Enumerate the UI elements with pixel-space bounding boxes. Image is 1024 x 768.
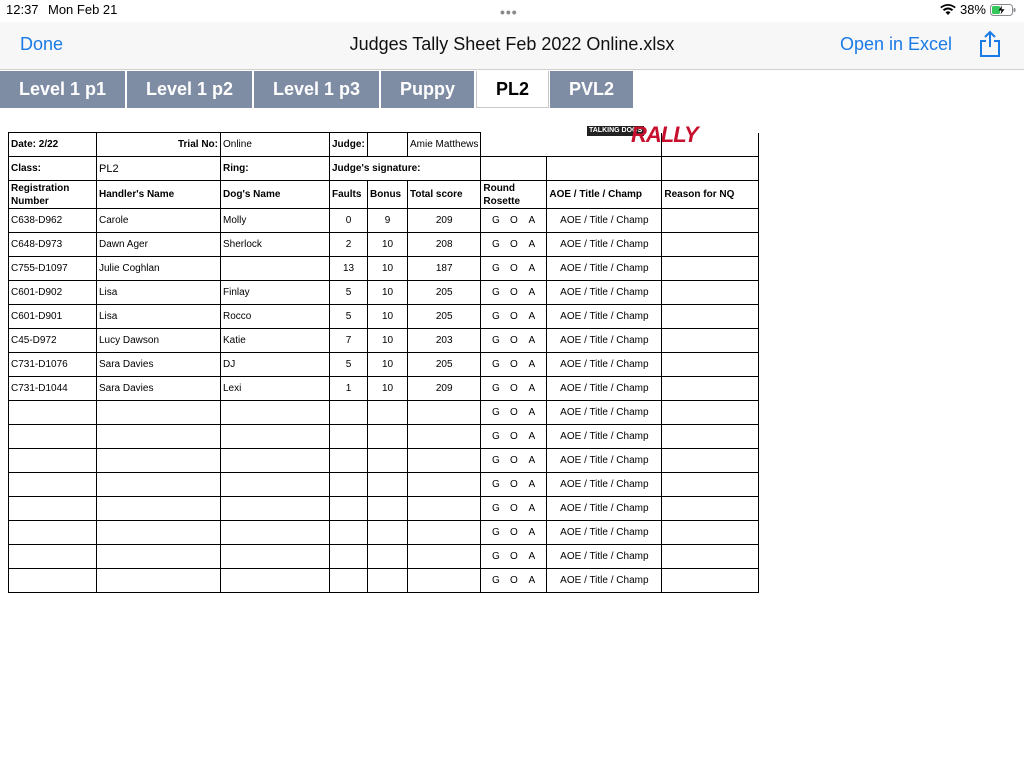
total-score-cell[interactable]: 205: [408, 305, 481, 329]
rosette-option: G: [491, 455, 500, 466]
bonus-cell[interactable]: 10: [368, 233, 408, 257]
blank-cell[interactable]: [547, 157, 662, 181]
rosette-option: G: [491, 383, 500, 394]
table-row: [9, 497, 759, 521]
dog-name-cell[interactable]: [221, 545, 330, 569]
col-aoe[interactable]: AOE / Title / Champ: [547, 181, 662, 209]
faults-cell[interactable]: 5: [330, 305, 368, 329]
rosette-option: O: [509, 335, 518, 346]
battery-charging-icon: [990, 4, 1016, 16]
rosette-option: G: [491, 551, 500, 562]
aoe-cell[interactable]: AOE / Title / Champ: [547, 545, 662, 569]
registration-number-cell[interactable]: [9, 569, 97, 593]
date-cell[interactable]: Date: 2/22: [9, 133, 97, 157]
document-title: Judges Tally Sheet Feb 2022 Online.xlsx: [349, 34, 675, 54]
faults-cell[interactable]: 0: [330, 209, 368, 233]
rosette-option: A: [528, 311, 536, 322]
bonus-cell[interactable]: 9: [368, 209, 408, 233]
col-round-rosette[interactable]: Round Rosette: [481, 181, 547, 209]
col-reason-nq[interactable]: Reason for NQ: [662, 181, 759, 209]
faults-cell[interactable]: 7: [330, 329, 368, 353]
rosette-option: A: [528, 239, 536, 250]
handler-name-cell[interactable]: Lisa: [97, 305, 221, 329]
faults-cell[interactable]: 2: [330, 233, 368, 257]
rosette-option: G: [491, 407, 500, 418]
table-row: [9, 545, 759, 569]
battery-percent: 38%: [959, 2, 986, 17]
total-score-cell[interactable]: 205: [408, 353, 481, 377]
handler-name-cell[interactable]: [97, 473, 221, 497]
status-bar: [0, 0, 1024, 22]
rosette-option: O: [509, 311, 518, 322]
dog-name-cell[interactable]: Molly: [221, 209, 330, 233]
dog-name-cell[interactable]: [221, 569, 330, 593]
dog-name-cell[interactable]: [221, 497, 330, 521]
status-indicators: [940, 2, 1016, 17]
data-rows: [9, 209, 759, 593]
round-rosette-cell[interactable]: [481, 425, 547, 449]
aoe-cell[interactable]: AOE / Title / Champ: [547, 377, 662, 401]
table-row: [9, 209, 759, 233]
handler-name-cell[interactable]: [97, 449, 221, 473]
rosette-option: A: [528, 263, 536, 274]
bonus-cell[interactable]: [368, 449, 408, 473]
logo-rally: RALLY: [631, 122, 698, 147]
dog-name-cell[interactable]: [221, 473, 330, 497]
rosette-option: G: [491, 263, 500, 274]
reason-nq-cell[interactable]: [662, 329, 759, 353]
total-score-cell[interactable]: [408, 473, 481, 497]
aoe-cell[interactable]: AOE / Title / Champ: [547, 281, 662, 305]
table-row: [9, 353, 759, 377]
bonus-cell[interactable]: [368, 401, 408, 425]
aoe-cell[interactable]: AOE / Title / Champ: [547, 521, 662, 545]
rosette-option: G: [491, 239, 500, 250]
wifi-icon: [940, 4, 956, 16]
total-score-cell[interactable]: 209: [408, 209, 481, 233]
aoe-cell[interactable]: AOE / Title / Champ: [547, 569, 662, 593]
rosette-option: O: [509, 263, 518, 274]
reason-nq-cell[interactable]: [662, 305, 759, 329]
judge-label-cell[interactable]: Judge:: [330, 133, 368, 157]
reason-nq-cell[interactable]: [662, 569, 759, 593]
registration-number-cell[interactable]: [9, 497, 97, 521]
faults-cell[interactable]: [330, 401, 368, 425]
faults-cell[interactable]: [330, 449, 368, 473]
bonus-cell[interactable]: 10: [368, 329, 408, 353]
table-row: [9, 401, 759, 425]
rosette-option: O: [509, 407, 518, 418]
share-icon[interactable]: [978, 30, 1002, 58]
reason-nq-cell[interactable]: [662, 473, 759, 497]
handler-name-cell[interactable]: Dawn Ager: [97, 233, 221, 257]
handler-name-cell[interactable]: [97, 569, 221, 593]
reason-nq-cell[interactable]: [662, 497, 759, 521]
registration-number-cell[interactable]: [9, 401, 97, 425]
rosette-option: O: [509, 455, 518, 466]
registration-number-cell[interactable]: [9, 449, 97, 473]
handler-name-cell[interactable]: Carole: [97, 209, 221, 233]
reason-nq-cell[interactable]: [662, 353, 759, 377]
registration-number-cell[interactable]: C601-D902: [9, 281, 97, 305]
faults-cell[interactable]: [330, 497, 368, 521]
round-rosette-cell[interactable]: [481, 473, 547, 497]
table-row: [9, 281, 759, 305]
rosette-option: G: [491, 311, 500, 322]
done-button[interactable]: Done: [20, 34, 64, 54]
aoe-cell[interactable]: AOE / Title / Champ: [547, 233, 662, 257]
table-row: [9, 305, 759, 329]
col-handler-name[interactable]: Handler's Name: [97, 181, 221, 209]
rosette-option: A: [528, 575, 536, 586]
bonus-cell[interactable]: [368, 497, 408, 521]
round-rosette-cell[interactable]: [481, 209, 547, 233]
rosette-option: G: [491, 527, 500, 538]
rosette-option: O: [509, 551, 518, 562]
round-rosette-cell[interactable]: [481, 545, 547, 569]
registration-number-cell[interactable]: [9, 473, 97, 497]
tab-level-1-p2[interactable]: Level 1 p2: [127, 71, 253, 108]
bonus-cell[interactable]: [368, 473, 408, 497]
blank-cell[interactable]: [662, 133, 759, 157]
reason-nq-cell[interactable]: [662, 257, 759, 281]
aoe-cell[interactable]: AOE / Title / Champ: [547, 449, 662, 473]
handler-name-cell[interactable]: [97, 521, 221, 545]
registration-number-cell[interactable]: [9, 545, 97, 569]
bonus-cell[interactable]: [368, 425, 408, 449]
bonus-cell[interactable]: 10: [368, 353, 408, 377]
registration-number-cell[interactable]: C638-D962: [9, 209, 97, 233]
bonus-cell[interactable]: [368, 545, 408, 569]
tab-pl2[interactable]: PL2: [476, 71, 549, 108]
bonus-cell[interactable]: 10: [368, 305, 408, 329]
total-score-cell[interactable]: [408, 401, 481, 425]
column-header-row: [9, 181, 759, 209]
blank-cell[interactable]: [662, 157, 759, 181]
logo-talking-dogs: TALKING DOGS: [589, 127, 643, 134]
handler-name-cell[interactable]: [97, 545, 221, 569]
dog-name-cell[interactable]: Katie: [221, 329, 330, 353]
faults-cell[interactable]: 5: [330, 353, 368, 377]
header-row-date: [9, 133, 759, 157]
round-rosette-cell[interactable]: [481, 257, 547, 281]
spreadsheet-grid[interactable]: [8, 132, 759, 593]
handler-name-cell[interactable]: [97, 401, 221, 425]
round-rosette-cell[interactable]: [481, 449, 547, 473]
dog-name-cell[interactable]: [221, 521, 330, 545]
dog-name-cell[interactable]: [221, 401, 330, 425]
reason-nq-cell[interactable]: [662, 209, 759, 233]
registration-number-cell[interactable]: C45-D972: [9, 329, 97, 353]
tab-puppy[interactable]: Puppy: [381, 71, 475, 108]
col-bonus[interactable]: Bonus: [368, 181, 408, 209]
faults-cell[interactable]: 1: [330, 377, 368, 401]
total-score-cell[interactable]: [408, 545, 481, 569]
rosette-option: O: [509, 575, 518, 586]
status-time: 12:37: [6, 2, 39, 17]
blank-cell[interactable]: [481, 157, 547, 181]
dog-name-cell[interactable]: [221, 257, 330, 281]
faults-cell[interactable]: [330, 473, 368, 497]
dog-name-cell[interactable]: [221, 425, 330, 449]
registration-number-cell[interactable]: C731-D1044: [9, 377, 97, 401]
faults-cell[interactable]: [330, 545, 368, 569]
rosette-option: O: [509, 287, 518, 298]
aoe-cell[interactable]: AOE / Title / Champ: [547, 425, 662, 449]
class-value-cell[interactable]: PL2: [97, 157, 221, 181]
round-rosette-cell[interactable]: [481, 305, 547, 329]
round-rosette-cell[interactable]: [481, 521, 547, 545]
handler-name-cell[interactable]: [97, 497, 221, 521]
total-score-cell[interactable]: [408, 425, 481, 449]
tab-level-1-p3[interactable]: Level 1 p3: [254, 71, 380, 108]
reason-nq-cell[interactable]: [662, 545, 759, 569]
rosette-option: A: [528, 455, 536, 466]
registration-number-cell[interactable]: [9, 521, 97, 545]
aoe-cell[interactable]: AOE / Title / Champ: [547, 257, 662, 281]
rosette-option: O: [509, 239, 518, 250]
table-row: [9, 257, 759, 281]
rosette-option: G: [491, 503, 500, 514]
open-in-excel-button[interactable]: Open in Excel: [840, 34, 953, 54]
class-label-cell[interactable]: Class:: [9, 157, 97, 181]
faults-cell[interactable]: [330, 569, 368, 593]
rosette-option: O: [509, 215, 518, 226]
handler-name-cell[interactable]: Julie Coghlan: [97, 257, 221, 281]
rosette-option: O: [509, 431, 518, 442]
bonus-cell[interactable]: 10: [368, 377, 408, 401]
reason-nq-cell[interactable]: [662, 521, 759, 545]
registration-number-cell[interactable]: C731-D1076: [9, 353, 97, 377]
rosette-option: A: [528, 407, 536, 418]
total-score-cell[interactable]: 205: [408, 281, 481, 305]
aoe-cell[interactable]: AOE / Title / Champ: [547, 329, 662, 353]
handler-name-cell[interactable]: Sara Davies: [97, 353, 221, 377]
rosette-option: A: [528, 287, 536, 298]
round-rosette-cell[interactable]: [481, 497, 547, 521]
aoe-cell[interactable]: AOE / Title / Champ: [547, 353, 662, 377]
table-row: [9, 329, 759, 353]
header-row-class: [9, 157, 759, 181]
round-rosette-cell[interactable]: [481, 233, 547, 257]
dog-name-cell[interactable]: Rocco: [221, 305, 330, 329]
blank-cell[interactable]: [547, 133, 662, 157]
registration-number-cell[interactable]: C755-D1097: [9, 257, 97, 281]
sheet-tab-bar: [0, 71, 1024, 109]
tally-table: [8, 132, 759, 593]
round-rosette-cell[interactable]: [481, 281, 547, 305]
handler-name-cell[interactable]: [97, 425, 221, 449]
faults-cell[interactable]: 5: [330, 281, 368, 305]
trial-label-cell[interactable]: Trial No:: [97, 133, 221, 157]
registration-number-cell[interactable]: [9, 425, 97, 449]
reason-nq-cell[interactable]: [662, 233, 759, 257]
rosette-option: G: [491, 479, 500, 490]
registration-number-cell[interactable]: C601-D901: [9, 305, 97, 329]
judge-value-cell[interactable]: Amie Matthews: [408, 133, 481, 157]
blank-cell[interactable]: [481, 133, 547, 157]
total-score-cell[interactable]: [408, 497, 481, 521]
faults-cell[interactable]: [330, 521, 368, 545]
faults-cell[interactable]: [330, 425, 368, 449]
round-rosette-cell[interactable]: [481, 353, 547, 377]
rosette-option: G: [491, 335, 500, 346]
registration-number-cell[interactable]: C648-D973: [9, 233, 97, 257]
table-row: [9, 569, 759, 593]
status-date: Mon Feb 21: [48, 2, 118, 17]
round-rosette-cell[interactable]: [481, 329, 547, 353]
col-registration-number[interactable]: Registration Number: [9, 181, 97, 209]
rosette-option: A: [528, 359, 536, 370]
rosette-option: A: [528, 479, 536, 490]
rosette-option: A: [528, 215, 536, 226]
judge-blank-cell[interactable]: [368, 133, 408, 157]
round-rosette-cell[interactable]: [481, 569, 547, 593]
rosette-option: A: [528, 431, 536, 442]
signature-label-cell[interactable]: Judge's signature:: [330, 157, 481, 181]
reason-nq-cell[interactable]: [662, 425, 759, 449]
total-score-cell[interactable]: 208: [408, 233, 481, 257]
bonus-cell[interactable]: 10: [368, 257, 408, 281]
reason-nq-cell[interactable]: [662, 401, 759, 425]
bonus-cell[interactable]: [368, 521, 408, 545]
rosette-option: O: [509, 503, 518, 514]
rosette-option: O: [509, 527, 518, 538]
table-row: [9, 233, 759, 257]
total-score-cell[interactable]: 187: [408, 257, 481, 281]
reason-nq-cell[interactable]: [662, 281, 759, 305]
trial-value-cell[interactable]: Online: [221, 133, 330, 157]
dog-name-cell[interactable]: Lexi: [221, 377, 330, 401]
rosette-option: G: [491, 431, 500, 442]
reason-nq-cell[interactable]: [662, 377, 759, 401]
dog-name-cell[interactable]: Finlay: [221, 281, 330, 305]
navigation-bar: [0, 22, 1024, 70]
table-row: [9, 425, 759, 449]
dog-name-cell[interactable]: DJ: [221, 353, 330, 377]
table-row: [9, 449, 759, 473]
rosette-option: G: [491, 287, 500, 298]
handler-name-cell[interactable]: Sara Davies: [97, 377, 221, 401]
rosette-option: O: [509, 383, 518, 394]
rosette-option: O: [509, 359, 518, 370]
reason-nq-cell[interactable]: [662, 449, 759, 473]
dog-name-cell[interactable]: Sherlock: [221, 233, 330, 257]
table-row: [9, 521, 759, 545]
total-score-cell[interactable]: 203: [408, 329, 481, 353]
bonus-cell[interactable]: 10: [368, 281, 408, 305]
col-dog-name[interactable]: Dog's Name: [221, 181, 330, 209]
rosette-option: A: [528, 383, 536, 394]
total-score-cell[interactable]: [408, 569, 481, 593]
total-score-cell[interactable]: 209: [408, 377, 481, 401]
dog-name-cell[interactable]: [221, 449, 330, 473]
round-rosette-cell[interactable]: [481, 401, 547, 425]
rosette-option: A: [528, 551, 536, 562]
table-row: [9, 473, 759, 497]
aoe-cell[interactable]: AOE / Title / Champ: [547, 497, 662, 521]
handler-name-cell[interactable]: Lucy Dawson: [97, 329, 221, 353]
aoe-cell[interactable]: AOE / Title / Champ: [547, 209, 662, 233]
rosette-option: A: [528, 527, 536, 538]
rosette-option: G: [491, 215, 500, 226]
tab-level-1-p1[interactable]: Level 1 p1: [0, 71, 126, 108]
multitasking-dots-icon[interactable]: •••: [500, 4, 518, 20]
total-score-cell[interactable]: [408, 521, 481, 545]
aoe-cell[interactable]: AOE / Title / Champ: [547, 401, 662, 425]
ring-label-cell[interactable]: Ring:: [221, 157, 330, 181]
bonus-cell[interactable]: [368, 569, 408, 593]
col-faults[interactable]: Faults: [330, 181, 368, 209]
faults-cell[interactable]: 13: [330, 257, 368, 281]
aoe-cell[interactable]: AOE / Title / Champ: [547, 473, 662, 497]
rosette-option: G: [491, 575, 500, 586]
rosette-option: O: [509, 479, 518, 490]
rosette-option: G: [491, 359, 500, 370]
tab-pvl2[interactable]: PVL2: [550, 71, 634, 108]
handler-name-cell[interactable]: Lisa: [97, 281, 221, 305]
round-rosette-cell[interactable]: [481, 377, 547, 401]
rosette-option: A: [528, 503, 536, 514]
aoe-cell[interactable]: AOE / Title / Champ: [547, 305, 662, 329]
rosette-option: A: [528, 335, 536, 346]
table-row: [9, 377, 759, 401]
col-total-score[interactable]: Total score: [408, 181, 481, 209]
total-score-cell[interactable]: [408, 449, 481, 473]
